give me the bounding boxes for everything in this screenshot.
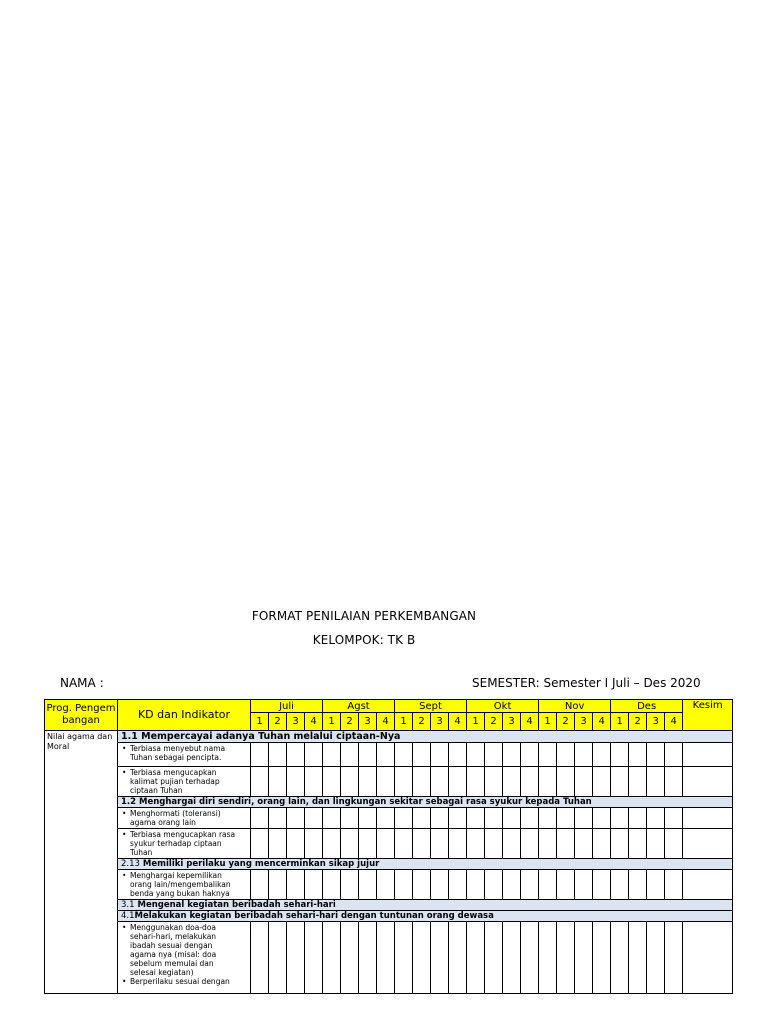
score-cell[interactable] [557, 922, 575, 994]
score-cell[interactable] [395, 743, 413, 767]
score-cell[interactable] [629, 922, 647, 994]
score-cell[interactable] [665, 922, 683, 994]
week-header: 3 [503, 713, 521, 731]
week-header: 4 [521, 713, 539, 731]
score-cell[interactable] [431, 767, 449, 797]
kd-heading-row [45, 900, 733, 911]
score-cell[interactable] [665, 767, 683, 797]
score-cell[interactable] [611, 870, 629, 900]
score-cell[interactable] [287, 808, 305, 829]
score-cell[interactable] [341, 743, 359, 767]
bullet-icon: • [122, 768, 127, 777]
bullet-icon: • [122, 744, 127, 753]
score-cell[interactable] [413, 870, 431, 900]
week-header: 3 [575, 713, 593, 731]
week-header: 2 [341, 713, 359, 731]
bullet-icon: • [122, 871, 127, 880]
week-header: 1 [251, 713, 269, 731]
conclusion-cell[interactable] [683, 922, 733, 994]
score-cell[interactable] [377, 767, 395, 797]
indicator-text: Menghargai kepemilikan orang lain/mengembalikan benda yang bukan haknya [130, 871, 231, 898]
score-cell[interactable] [359, 767, 377, 797]
bullet-icon: • [122, 977, 127, 986]
score-cell[interactable] [287, 743, 305, 767]
score-cell[interactable] [269, 767, 287, 797]
score-cell[interactable] [629, 743, 647, 767]
score-cell[interactable] [377, 922, 395, 994]
score-cell[interactable] [377, 808, 395, 829]
kd-number: 2.13 [121, 859, 140, 869]
score-cell[interactable] [431, 922, 449, 994]
kd-heading: 1.2 Menghargai diri sendiri, orang lain, dan lingkungan sekitar sebagai rasa syukur kepada Tuhan [118, 797, 733, 808]
week-header: 3 [359, 713, 377, 731]
score-cell[interactable] [341, 829, 359, 859]
indicator-cell [118, 870, 251, 900]
kd-heading [118, 859, 733, 870]
score-cell[interactable] [395, 870, 413, 900]
score-cell[interactable] [377, 743, 395, 767]
semester-label: SEMESTER: Semester I Juli – Des 2020 [472, 676, 701, 690]
score-cell[interactable] [467, 829, 485, 859]
score-cell[interactable] [575, 829, 593, 859]
kd-number: 3.1 [121, 900, 135, 910]
score-cell[interactable] [665, 808, 683, 829]
score-cell[interactable] [485, 922, 503, 994]
score-cell[interactable] [467, 743, 485, 767]
score-cell[interactable] [341, 870, 359, 900]
score-cell[interactable] [593, 767, 611, 797]
week-header: 1 [611, 713, 629, 731]
name-label: NAMA : [60, 676, 104, 690]
score-cell[interactable] [323, 767, 341, 797]
score-cell[interactable] [323, 743, 341, 767]
score-cell[interactable] [251, 829, 269, 859]
score-cell[interactable] [629, 767, 647, 797]
score-cell[interactable] [539, 922, 557, 994]
score-cell[interactable] [341, 922, 359, 994]
score-cell[interactable] [449, 922, 467, 994]
kd-text: Melakukan kegiatan beribadah sehari-hari dengan tuntunan orang dewasa [134, 911, 494, 921]
indicator-row [45, 743, 733, 767]
week-header: 4 [305, 713, 323, 731]
score-cell[interactable] [575, 870, 593, 900]
score-cell[interactable] [611, 767, 629, 797]
indicator-text: Berperilaku sesuai dengan [130, 977, 230, 986]
score-cell[interactable] [503, 870, 521, 900]
assessment-table [44, 699, 733, 994]
bullet-icon: • [122, 809, 127, 818]
col-kd-header: KD dan Indikator [118, 700, 251, 731]
score-cell[interactable] [323, 922, 341, 994]
score-cell[interactable] [413, 829, 431, 859]
score-cell[interactable] [503, 922, 521, 994]
score-cell[interactable] [467, 767, 485, 797]
score-cell[interactable] [323, 808, 341, 829]
score-cell[interactable] [359, 829, 377, 859]
score-cell[interactable] [467, 870, 485, 900]
score-cell[interactable] [269, 743, 287, 767]
week-header: 3 [431, 713, 449, 731]
score-cell[interactable] [269, 922, 287, 994]
week-header: 4 [593, 713, 611, 731]
score-cell[interactable] [341, 808, 359, 829]
indicator-row [45, 808, 733, 829]
score-cell[interactable] [305, 743, 323, 767]
week-header: 3 [287, 713, 305, 731]
score-cell[interactable] [359, 808, 377, 829]
score-cell[interactable] [629, 870, 647, 900]
score-cell[interactable] [647, 829, 665, 859]
indicator-row [45, 870, 733, 900]
week-header: 1 [323, 713, 341, 731]
score-cell[interactable] [557, 808, 575, 829]
score-cell[interactable] [485, 767, 503, 797]
group-label: KELOMPOK: TK B [312, 633, 416, 647]
score-cell[interactable] [323, 870, 341, 900]
week-header: 2 [485, 713, 503, 731]
indicator-cell [118, 808, 251, 829]
score-cell[interactable] [377, 870, 395, 900]
score-cell[interactable] [305, 767, 323, 797]
indicator-row [45, 767, 733, 797]
score-cell[interactable] [503, 743, 521, 767]
kd-number: 4.1 [121, 911, 135, 921]
score-cell[interactable] [665, 743, 683, 767]
score-cell[interactable] [521, 743, 539, 767]
score-cell[interactable] [305, 808, 323, 829]
score-cell[interactable] [647, 870, 665, 900]
week-header: 2 [269, 713, 287, 731]
week-header: 4 [665, 713, 683, 731]
score-cell[interactable] [305, 870, 323, 900]
development-area-cell: Nilai agama dan Moral [45, 731, 118, 994]
kd-heading-row [45, 911, 733, 922]
score-cell[interactable] [665, 829, 683, 859]
score-cell[interactable] [539, 808, 557, 829]
score-cell[interactable] [377, 829, 395, 859]
score-cell[interactable] [521, 922, 539, 994]
kd-heading [118, 911, 733, 922]
kd-text: Memiliki perilaku yang mencerminkan sikap jujur [142, 859, 380, 869]
indicator-row [45, 829, 733, 859]
score-cell[interactable] [593, 829, 611, 859]
score-cell[interactable] [305, 922, 323, 994]
month-header: Agst [323, 700, 395, 713]
score-cell[interactable] [593, 922, 611, 994]
score-cell[interactable] [539, 767, 557, 797]
kd-text: Mengenal kegiatan beribadah sehari-hari [137, 900, 336, 910]
indicator-cell [118, 829, 251, 859]
score-cell[interactable] [593, 870, 611, 900]
score-cell[interactable] [431, 808, 449, 829]
score-cell[interactable] [413, 743, 431, 767]
col-kesim-header: Kesim [683, 700, 733, 731]
week-header: 1 [395, 713, 413, 731]
score-cell[interactable] [287, 767, 305, 797]
month-header: Juli [251, 700, 323, 713]
score-cell[interactable] [647, 922, 665, 994]
score-cell[interactable] [539, 870, 557, 900]
bullet-icon: • [122, 830, 127, 839]
indicator-row [45, 922, 733, 994]
score-cell[interactable] [503, 767, 521, 797]
score-cell[interactable] [413, 767, 431, 797]
score-cell[interactable] [629, 829, 647, 859]
indicator-cell [118, 922, 251, 994]
header-row-months [45, 700, 733, 713]
col-prog-header: Prog. Pengem bangan [45, 700, 118, 731]
score-cell[interactable] [359, 743, 377, 767]
conclusion-cell[interactable] [683, 808, 733, 829]
score-cell[interactable] [575, 743, 593, 767]
score-cell[interactable] [575, 767, 593, 797]
score-cell[interactable] [269, 808, 287, 829]
indicator-text: Terbiasa mengucapkan kalimat pujian terhadap ciptaan Tuhan [130, 768, 220, 795]
week-header: 1 [539, 713, 557, 731]
score-cell[interactable] [647, 808, 665, 829]
conclusion-cell[interactable] [683, 829, 733, 859]
conclusion-cell[interactable] [683, 767, 733, 797]
score-cell[interactable] [251, 870, 269, 900]
score-cell[interactable] [521, 870, 539, 900]
score-cell[interactable] [449, 743, 467, 767]
score-cell[interactable] [287, 870, 305, 900]
score-cell[interactable] [449, 829, 467, 859]
score-cell[interactable] [287, 922, 305, 994]
score-cell[interactable] [359, 870, 377, 900]
kd-heading: 1.1 Mempercayai adanya Tuhan melalui ciptaan-Nya [118, 731, 733, 743]
kd-heading [118, 900, 733, 911]
score-cell[interactable] [269, 870, 287, 900]
score-cell[interactable] [449, 808, 467, 829]
score-cell[interactable] [575, 922, 593, 994]
month-header: Nov [539, 700, 611, 713]
score-cell[interactable] [539, 743, 557, 767]
score-cell[interactable] [485, 829, 503, 859]
indicator-text: Menghormati (toleransi) agama orang lain [130, 809, 221, 827]
score-cell[interactable] [611, 808, 629, 829]
score-cell[interactable] [611, 922, 629, 994]
kd-heading-row [45, 859, 733, 870]
score-cell[interactable] [395, 767, 413, 797]
score-cell[interactable] [557, 829, 575, 859]
score-cell[interactable] [395, 922, 413, 994]
week-header: 2 [557, 713, 575, 731]
score-cell[interactable] [521, 767, 539, 797]
score-cell[interactable] [557, 767, 575, 797]
score-cell[interactable] [485, 743, 503, 767]
score-cell[interactable] [557, 870, 575, 900]
week-header: 2 [413, 713, 431, 731]
month-header: Sept [395, 700, 467, 713]
conclusion-cell[interactable] [683, 870, 733, 900]
score-cell[interactable] [629, 808, 647, 829]
indicator-cell [118, 743, 251, 767]
month-header: Des [611, 700, 683, 713]
score-cell[interactable] [251, 767, 269, 797]
score-cell[interactable] [593, 743, 611, 767]
score-cell[interactable] [467, 922, 485, 994]
score-cell[interactable] [485, 808, 503, 829]
score-cell[interactable] [431, 870, 449, 900]
score-cell[interactable] [323, 829, 341, 859]
week-header: 1 [467, 713, 485, 731]
score-cell[interactable] [593, 808, 611, 829]
score-cell[interactable] [287, 829, 305, 859]
week-header: 2 [629, 713, 647, 731]
indicator-text: Terbiasa mengucapkan rasa syukur terhadap ciptaan Tuhan [130, 830, 236, 857]
score-cell[interactable] [503, 808, 521, 829]
document-title: FORMAT PENILAIAN PERKEMBANGAN [251, 609, 477, 623]
score-cell[interactable] [269, 829, 287, 859]
kd-heading-row [45, 797, 733, 808]
score-cell[interactable] [521, 808, 539, 829]
score-cell[interactable] [413, 808, 431, 829]
score-cell[interactable] [485, 870, 503, 900]
score-cell[interactable] [431, 743, 449, 767]
score-cell[interactable] [341, 767, 359, 797]
score-cell[interactable] [305, 829, 323, 859]
score-cell[interactable] [251, 808, 269, 829]
bullet-icon: • [122, 923, 127, 932]
week-header: 3 [647, 713, 665, 731]
score-cell[interactable] [611, 743, 629, 767]
score-cell[interactable] [539, 829, 557, 859]
score-cell[interactable] [647, 767, 665, 797]
score-cell[interactable] [359, 922, 377, 994]
score-cell[interactable] [413, 922, 431, 994]
score-cell[interactable] [647, 743, 665, 767]
score-cell[interactable] [557, 743, 575, 767]
score-cell[interactable] [503, 829, 521, 859]
week-header: 4 [377, 713, 395, 731]
kd-heading-row [45, 731, 733, 743]
score-cell[interactable] [611, 829, 629, 859]
conclusion-cell[interactable] [683, 743, 733, 767]
indicator-text: Menggunakan doa-doa sehari-hari, melakukan ibadah sesuai dengan agama nya (misal: doa sebelum memulai dan selesai kegiatan) [130, 923, 217, 977]
indicator-text: Terbiasa menyebut nama Tuhan sebagai pencipta. [130, 744, 226, 762]
month-header: Okt [467, 700, 539, 713]
score-cell[interactable] [467, 808, 485, 829]
score-cell[interactable] [395, 829, 413, 859]
score-cell[interactable] [449, 767, 467, 797]
indicator-cell [118, 767, 251, 797]
score-cell[interactable] [521, 829, 539, 859]
week-header: 4 [449, 713, 467, 731]
score-cell[interactable] [575, 808, 593, 829]
score-cell[interactable] [431, 829, 449, 859]
score-cell[interactable] [449, 870, 467, 900]
score-cell[interactable] [665, 870, 683, 900]
score-cell[interactable] [395, 808, 413, 829]
score-cell[interactable] [251, 743, 269, 767]
score-cell[interactable] [251, 922, 269, 994]
